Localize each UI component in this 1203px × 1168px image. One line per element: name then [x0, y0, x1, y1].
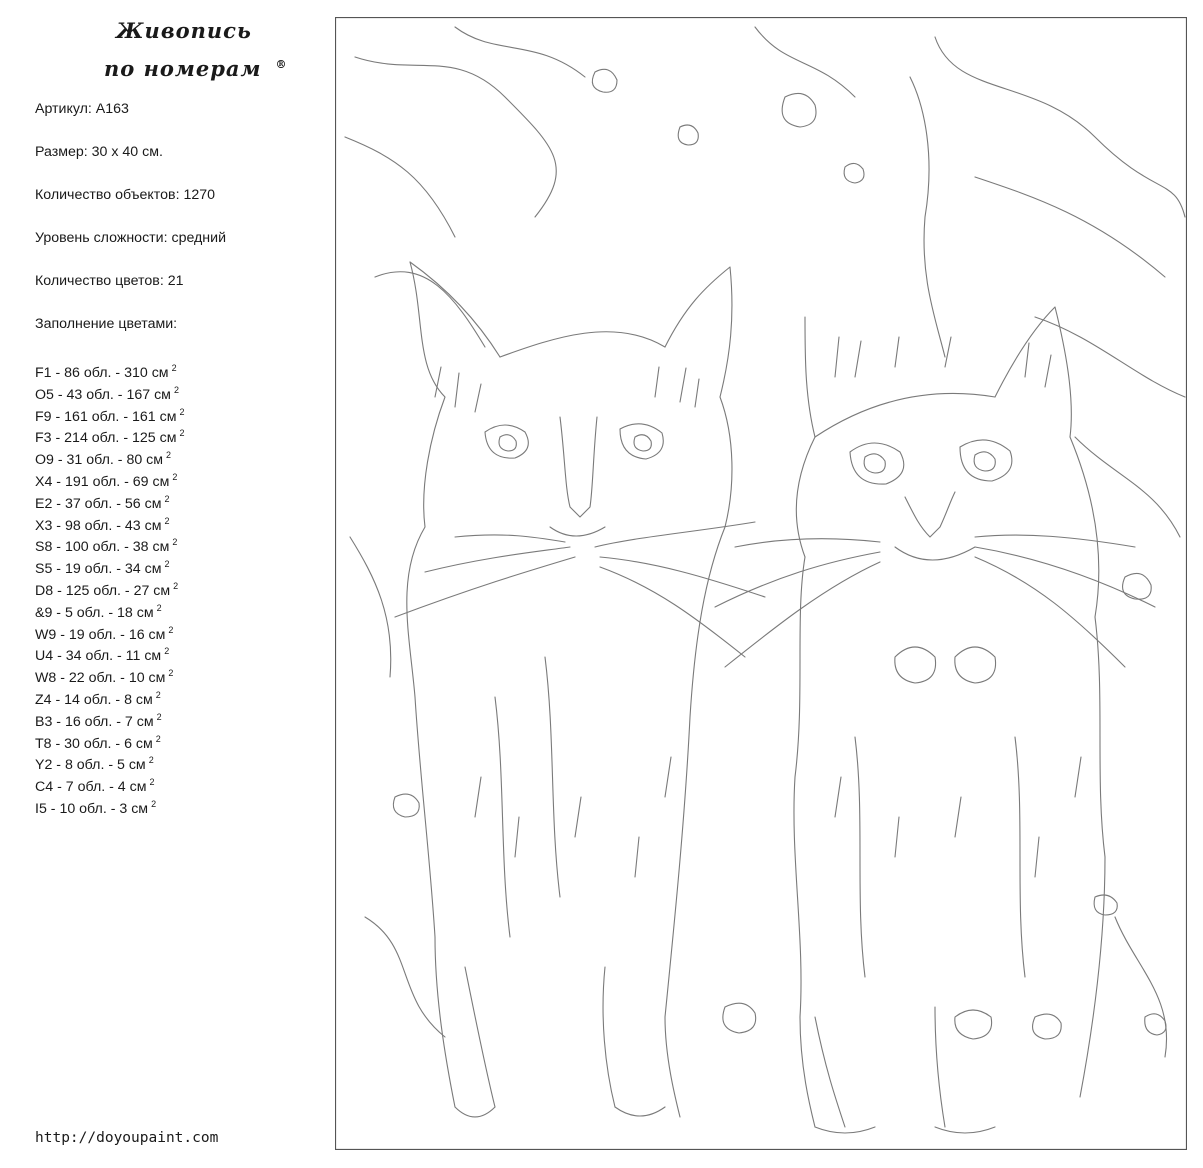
colors-count-label: Количество цветов: 21	[35, 273, 184, 289]
difficulty-label: Уровень сложности: средний	[35, 230, 226, 246]
legend-item-text: Z4 - 14 обл. - 8 см	[35, 691, 153, 708]
legend-item	[35, 620, 184, 642]
legend-item	[35, 511, 184, 533]
legend-item	[35, 489, 184, 511]
legend-item	[35, 707, 184, 729]
legend-item-unit: 2	[149, 777, 155, 788]
legend-item-text: B3 - 16 обл. - 7 см	[35, 713, 154, 730]
legend-item-text: S8 - 100 обл. - 38 см	[35, 539, 170, 556]
brand-logo	[92, 14, 292, 86]
legend-item	[35, 532, 184, 554]
legend-item-unit: 2	[156, 711, 162, 722]
cats-line-art-icon	[335, 17, 1187, 1150]
legend-item-unit: 2	[173, 384, 179, 395]
legend-item	[35, 598, 184, 620]
legend-item-text: &9 - 5 обл. - 18 см	[35, 604, 154, 621]
legend-item-unit: 2	[173, 580, 179, 591]
legend-item-text: T8 - 30 обл. - 6 см	[35, 735, 153, 752]
legend-item-unit: 2	[148, 755, 154, 766]
color-legend	[35, 358, 184, 816]
legend-item-unit: 2	[151, 798, 157, 809]
legend-item-unit: 2	[172, 471, 178, 482]
legend-item-unit: 2	[171, 363, 177, 373]
size-label: Размер: 30 x 40 см.	[35, 144, 163, 160]
legend-item	[35, 729, 184, 751]
legend-item	[35, 380, 184, 402]
legend-item	[35, 554, 184, 576]
legend-item-text: Y2 - 8 обл. - 5 см	[35, 757, 146, 774]
legend-item	[35, 794, 184, 816]
legend-item	[35, 641, 184, 663]
legend-item-unit: 2	[164, 515, 170, 526]
fill-heading: Заполнение цветами:	[35, 316, 178, 332]
legend-item-unit: 2	[179, 406, 185, 417]
legend-item-text: X4 - 191 обл. - 69 см	[35, 473, 170, 490]
legend-item-text: D8 - 125 обл. - 27 см	[35, 582, 171, 599]
legend-item-text: S5 - 19 обл. - 34 см	[35, 561, 162, 578]
legend-item	[35, 576, 184, 598]
legend-item	[35, 685, 184, 707]
legend-item-unit: 2	[179, 428, 185, 439]
legend-item-unit: 2	[164, 559, 170, 570]
legend-item-text: F9 - 161 обл. - 161 см	[35, 408, 177, 425]
legend-item	[35, 772, 184, 794]
legend-item-unit: 2	[164, 646, 170, 657]
legend-item-text: U4 - 34 обл. - 11 см	[35, 648, 162, 665]
objects-label: Количество объектов: 1270	[35, 187, 216, 203]
legend-item-text: O5 - 43 обл. - 167 см	[35, 386, 171, 403]
legend-item-text: F3 - 214 обл. - 125 см	[35, 430, 177, 447]
brand-line-2-text: по номерам	[104, 56, 262, 81]
legend-item-text: E2 - 37 обл. - 56 см	[35, 495, 162, 512]
article-label: Артикул: A163	[35, 101, 129, 117]
legend-item	[35, 663, 184, 685]
legend-item-unit: 2	[155, 733, 161, 744]
legend-item-text: W8 - 22 обл. - 10 см	[35, 670, 166, 687]
legend-item-unit: 2	[172, 537, 178, 548]
registered-mark: ®	[275, 58, 288, 71]
legend-item-text: C4 - 7 обл. - 4 см	[35, 779, 147, 796]
legend-item-unit: 2	[168, 624, 174, 635]
legend-item	[35, 423, 184, 445]
legend-item-text: X3 - 98 обл. - 43 см	[35, 517, 162, 534]
legend-item-unit: 2	[155, 689, 161, 700]
legend-item-unit: 2	[156, 602, 162, 613]
coloring-canvas	[335, 17, 1187, 1150]
legend-item-text: W9 - 19 обл. - 16 см	[35, 626, 166, 643]
brand-line-2	[92, 48, 292, 86]
legend-item-text: I5 - 10 обл. - 3 см	[35, 800, 149, 817]
legend-item	[35, 467, 184, 489]
legend-item	[35, 402, 184, 424]
legend-item-text: O9 - 31 обл. - 80 см	[35, 452, 164, 469]
website-link[interactable]: http://doyoupaint.com	[35, 1130, 219, 1146]
legend-item	[35, 358, 184, 380]
legend-item-text: F1 - 86 обл. - 310 см	[35, 365, 169, 381]
specs-block	[35, 98, 226, 356]
legend-item-unit: 2	[164, 493, 170, 504]
legend-item-unit: 2	[168, 668, 174, 679]
legend-item	[35, 445, 184, 467]
legend-item-unit: 2	[166, 450, 172, 461]
brand-line-1: Живопись	[116, 18, 252, 43]
legend-item	[35, 750, 184, 772]
